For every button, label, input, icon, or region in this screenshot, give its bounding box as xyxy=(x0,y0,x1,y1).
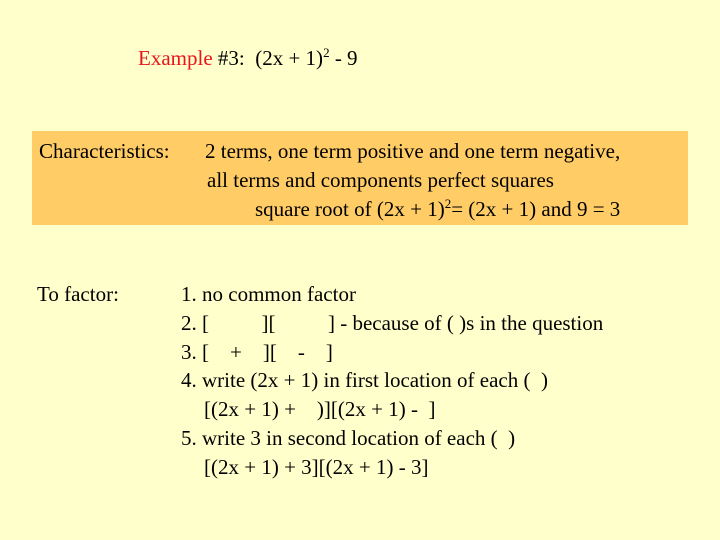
title-expression: #3: (2x + 1) xyxy=(212,46,324,70)
to-factor-label: To factor: xyxy=(37,282,119,306)
factor-step-2: 2. [ ][ ] - because of ( )s in the question xyxy=(181,311,604,335)
factor-step-3: 3. [ + ][ - ] xyxy=(181,340,333,364)
title-exponent: 2 xyxy=(323,45,330,60)
factor-step-4: 4. write (2x + 1) in first location of each ( ) xyxy=(181,368,548,392)
factor-step-5: 5. write 3 in second location of each ( ) xyxy=(181,426,516,450)
characteristics-label: Characteristics: xyxy=(39,139,170,163)
characteristics-line-1: 2 terms, one term positive and one term negative, xyxy=(205,139,621,163)
title-tail: - 9 xyxy=(329,46,358,70)
characteristics-line-3-exponent: 2 xyxy=(444,196,452,211)
slide-title xyxy=(138,46,358,71)
characteristics-line-3-post: = (2x + 1) and 9 = 3 xyxy=(451,197,621,221)
factor-step-5-result: [(2x + 1) + 3][(2x + 1) - 3] xyxy=(204,455,429,479)
title-example-word: Example xyxy=(138,46,213,70)
factor-step-1: 1. no common factor xyxy=(181,282,356,306)
characteristics-line-3 xyxy=(255,197,620,222)
factor-step-4-result: [(2x + 1) + )][(2x + 1) - ] xyxy=(204,397,436,421)
characteristics-line-2: all terms and components perfect squares xyxy=(207,168,554,192)
characteristics-line-3-pre: square root of (2x + 1) xyxy=(255,197,445,221)
